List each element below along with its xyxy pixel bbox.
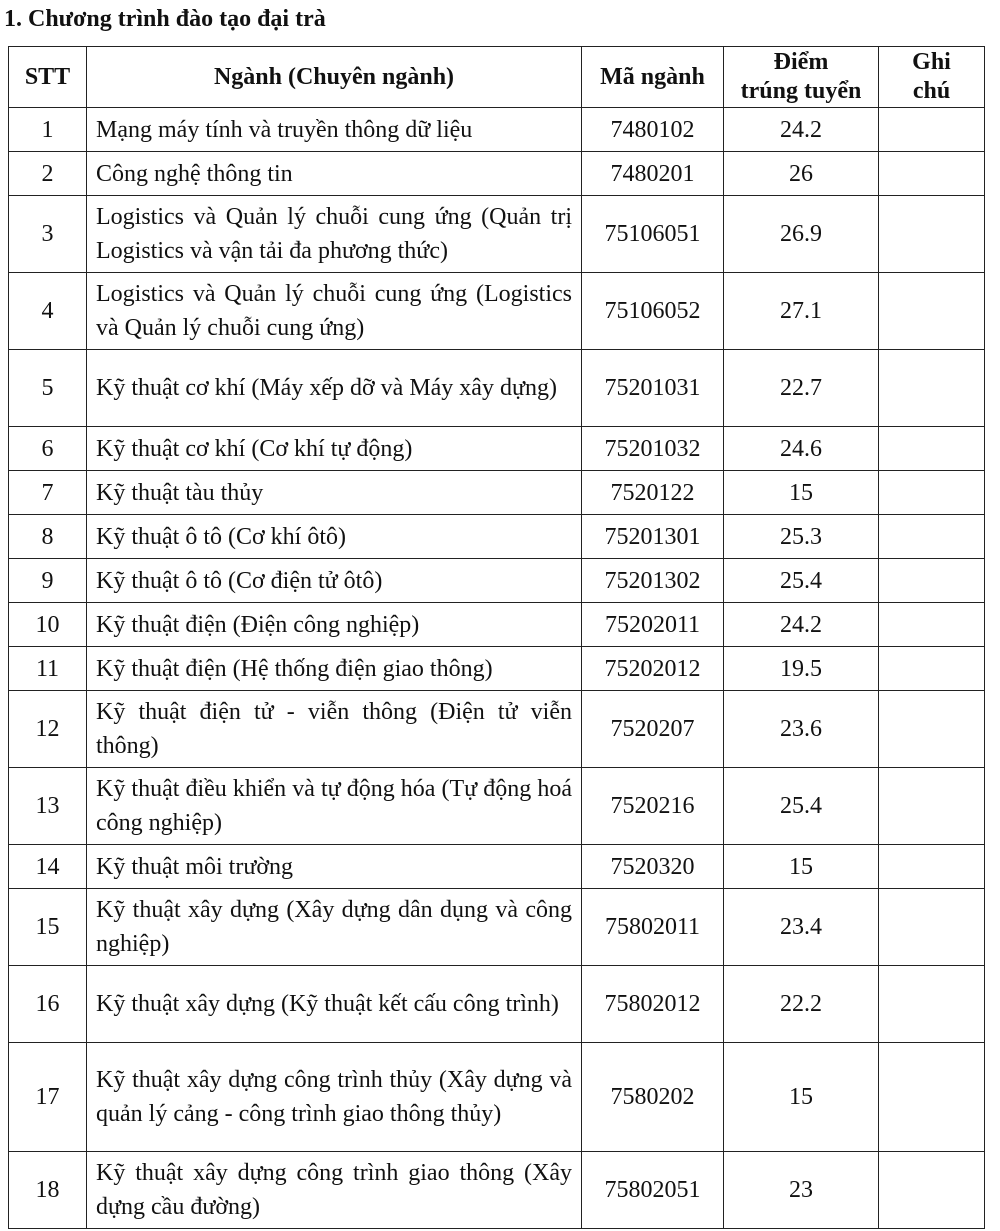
cell-note xyxy=(879,845,985,889)
cell-score: 15 xyxy=(724,471,879,515)
cell-note xyxy=(879,1152,985,1229)
cell-note xyxy=(879,196,985,273)
cell-code: 75106051 xyxy=(582,196,724,273)
cell-code: 7480201 xyxy=(582,152,724,196)
cell-major: Kỹ thuật xây dựng công trình giao thông (Xây dựng cầu đường) xyxy=(87,1152,582,1229)
cell-score: 22.2 xyxy=(724,966,879,1043)
cell-major: Kỹ thuật điều khiển và tự động hóa (Tự động hoá công nghiệp) xyxy=(87,768,582,845)
cell-score: 23 xyxy=(724,1152,879,1229)
header-note-line1: Ghi xyxy=(912,49,951,75)
cell-note xyxy=(879,515,985,559)
cell-stt: 14 xyxy=(9,845,87,889)
table-row xyxy=(9,471,985,515)
cell-major: Kỹ thuật ô tô (Cơ khí ôtô) xyxy=(87,515,582,559)
cell-score: 27.1 xyxy=(724,273,879,350)
cell-code: 75106052 xyxy=(582,273,724,350)
cell-stt: 10 xyxy=(9,603,87,647)
cell-stt: 11 xyxy=(9,647,87,691)
cell-note xyxy=(879,1043,985,1152)
cell-code: 75201032 xyxy=(582,427,724,471)
table-row xyxy=(9,966,985,1043)
cell-score: 24.6 xyxy=(724,427,879,471)
cell-score: 25.3 xyxy=(724,515,879,559)
table-row xyxy=(9,108,985,152)
cell-major: Kỹ thuật môi trường xyxy=(87,845,582,889)
cell-stt: 2 xyxy=(9,152,87,196)
cell-code: 7520207 xyxy=(582,691,724,768)
cell-note xyxy=(879,152,985,196)
cell-code: 7520320 xyxy=(582,845,724,889)
table-row xyxy=(9,350,985,427)
cell-stt: 12 xyxy=(9,691,87,768)
cell-code: 75802051 xyxy=(582,1152,724,1229)
cell-code: 75202012 xyxy=(582,647,724,691)
cell-note xyxy=(879,889,985,966)
table-row xyxy=(9,427,985,471)
cell-major: Kỹ thuật tàu thủy xyxy=(87,471,582,515)
cell-score: 26.9 xyxy=(724,196,879,273)
cell-stt: 16 xyxy=(9,966,87,1043)
cell-major: Mạng máy tính và truyền thông dữ liệu xyxy=(87,108,582,152)
cell-stt: 3 xyxy=(9,196,87,273)
table-row xyxy=(9,152,985,196)
cell-stt: 5 xyxy=(9,350,87,427)
cell-note xyxy=(879,559,985,603)
cell-major: Kỹ thuật cơ khí (Máy xếp dỡ và Máy xây dựng) xyxy=(87,350,582,427)
cell-code: 75201031 xyxy=(582,350,724,427)
header-note-line2: chú xyxy=(912,78,951,104)
table-row xyxy=(9,647,985,691)
table-row xyxy=(9,603,985,647)
cell-code: 7480102 xyxy=(582,108,724,152)
header-code: Mã ngành xyxy=(582,47,724,108)
table-row xyxy=(9,559,985,603)
cell-score: 19.5 xyxy=(724,647,879,691)
table-row xyxy=(9,768,985,845)
table-row xyxy=(9,889,985,966)
cell-score: 24.2 xyxy=(724,108,879,152)
cell-note xyxy=(879,603,985,647)
section-title: 1. Chương trình đào tạo đại trà xyxy=(4,6,326,32)
cell-major: Kỹ thuật xây dựng (Xây dựng dân dụng và công nghiệp) xyxy=(87,889,582,966)
cell-code: 75802011 xyxy=(582,889,724,966)
cell-stt: 4 xyxy=(9,273,87,350)
cell-major: Công nghệ thông tin xyxy=(87,152,582,196)
cell-major: Kỹ thuật xây dựng công trình thủy (Xây dựng và quản lý cảng - công trình giao thông thủy) xyxy=(87,1043,582,1152)
cell-code: 7520216 xyxy=(582,768,724,845)
cell-major: Logistics và Quản lý chuỗi cung ứng (Logistics và Quản lý chuỗi cung ứng) xyxy=(87,273,582,350)
cell-note xyxy=(879,350,985,427)
cell-note xyxy=(879,108,985,152)
cell-note xyxy=(879,691,985,768)
cell-stt: 9 xyxy=(9,559,87,603)
cell-code: 75202011 xyxy=(582,603,724,647)
cell-stt: 1 xyxy=(9,108,87,152)
cell-code: 7580202 xyxy=(582,1043,724,1152)
cell-major: Kỹ thuật xây dựng (Kỹ thuật kết cấu công trình) xyxy=(87,966,582,1043)
cell-stt: 13 xyxy=(9,768,87,845)
header-score xyxy=(724,47,879,108)
cell-note xyxy=(879,427,985,471)
cell-note xyxy=(879,647,985,691)
admission-score-table xyxy=(8,46,985,1229)
cell-major: Kỹ thuật điện tử - viễn thông (Điện tử viễn thông) xyxy=(87,691,582,768)
cell-score: 26 xyxy=(724,152,879,196)
header-score-line2: trúng tuyển xyxy=(740,78,862,104)
header-major: Ngành (Chuyên ngành) xyxy=(87,47,582,108)
table-row xyxy=(9,196,985,273)
cell-stt: 15 xyxy=(9,889,87,966)
cell-stt: 7 xyxy=(9,471,87,515)
table-row xyxy=(9,691,985,768)
cell-major: Logistics và Quản lý chuỗi cung ứng (Quản trị Logistics và vận tải đa phương thức) xyxy=(87,196,582,273)
table-header-row xyxy=(9,47,985,108)
table-row xyxy=(9,1152,985,1229)
cell-stt: 18 xyxy=(9,1152,87,1229)
header-stt: STT xyxy=(9,47,87,108)
header-note xyxy=(879,47,985,108)
cell-score: 22.7 xyxy=(724,350,879,427)
cell-score: 23.4 xyxy=(724,889,879,966)
cell-note xyxy=(879,471,985,515)
cell-note xyxy=(879,966,985,1043)
cell-score: 24.2 xyxy=(724,603,879,647)
cell-score: 15 xyxy=(724,845,879,889)
cell-major: Kỹ thuật cơ khí (Cơ khí tự động) xyxy=(87,427,582,471)
cell-stt: 6 xyxy=(9,427,87,471)
table-row xyxy=(9,515,985,559)
table-row xyxy=(9,845,985,889)
cell-stt: 8 xyxy=(9,515,87,559)
cell-score: 25.4 xyxy=(724,768,879,845)
cell-major: Kỹ thuật điện (Hệ thống điện giao thông) xyxy=(87,647,582,691)
cell-major: Kỹ thuật ô tô (Cơ điện tử ôtô) xyxy=(87,559,582,603)
cell-major: Kỹ thuật điện (Điện công nghiệp) xyxy=(87,603,582,647)
cell-code: 7520122 xyxy=(582,471,724,515)
table-row xyxy=(9,1043,985,1152)
header-score-line1: Điểm xyxy=(773,49,829,75)
cell-code: 75201301 xyxy=(582,515,724,559)
cell-score: 15 xyxy=(724,1043,879,1152)
cell-score: 25.4 xyxy=(724,559,879,603)
cell-code: 75802012 xyxy=(582,966,724,1043)
cell-note xyxy=(879,273,985,350)
cell-stt: 17 xyxy=(9,1043,87,1152)
table-row xyxy=(9,273,985,350)
cell-code: 75201302 xyxy=(582,559,724,603)
cell-score: 23.6 xyxy=(724,691,879,768)
cell-note xyxy=(879,768,985,845)
